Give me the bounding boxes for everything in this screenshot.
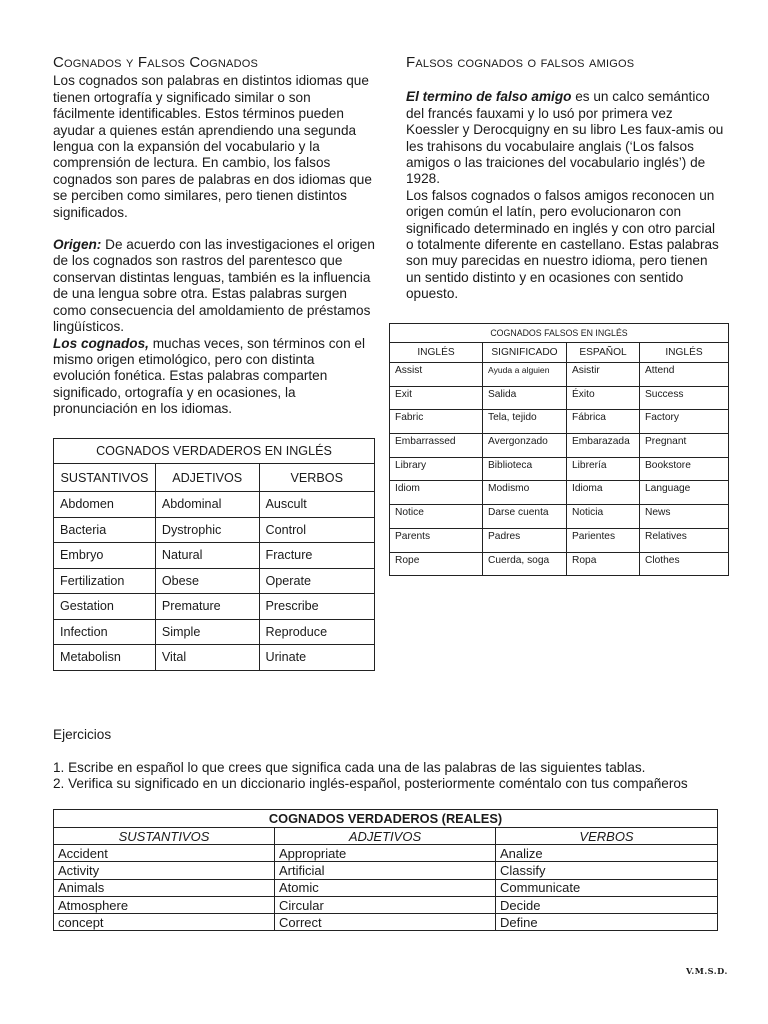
- table-cell: Éxito: [567, 386, 640, 410]
- table-cell: Fábrica: [567, 410, 640, 434]
- table-cell: Bookstore: [640, 457, 729, 481]
- author-signature: V.M.S.D.: [686, 966, 728, 976]
- column-header: INGLÉS: [640, 343, 729, 363]
- table-cell: Tela, tejido: [483, 410, 567, 434]
- table-cell: Salida: [483, 386, 567, 410]
- table-row: [390, 457, 729, 481]
- table-cell: Classify: [496, 862, 718, 879]
- table-cell: Atmosphere: [54, 896, 275, 913]
- table-row: [54, 594, 375, 620]
- table-cell: News: [640, 505, 729, 529]
- cognados-label: Los cognados,: [53, 335, 149, 351]
- table-cell: Noticia: [567, 505, 640, 529]
- table-cell: Prescribe: [259, 594, 375, 620]
- table-cell: Notice: [390, 505, 483, 529]
- table-cell: Correct: [275, 914, 496, 931]
- exercise-item: 2. Verifica su significado en un diccionario inglés-español, posteriormente coméntalo con tus compañeros: [53, 776, 688, 791]
- table-cell: Librería: [567, 457, 640, 481]
- table-title: COGNADOS VERDADEROS (REALES): [54, 810, 718, 828]
- right-column: [406, 55, 724, 303]
- table-cell: Activity: [54, 862, 275, 879]
- table-cell: Darse cuenta: [483, 505, 567, 529]
- table-cell: Fertilization: [54, 568, 156, 594]
- table-cell: Library: [390, 457, 483, 481]
- table-cell: Abdomen: [54, 492, 156, 518]
- table-cell: concept: [54, 914, 275, 931]
- table-cell: Ayuda a alguien: [483, 363, 567, 387]
- table-cell: Urinate: [259, 645, 375, 671]
- table-cell: Pregnant: [640, 434, 729, 458]
- table-cell: Obese: [155, 568, 259, 594]
- table-cell: Circular: [275, 896, 496, 913]
- table-cell: Infection: [54, 619, 156, 645]
- table-row: [54, 619, 375, 645]
- table-cell: Embarrassed: [390, 434, 483, 458]
- exercise-item: 1. Escribe en español lo que crees que significa cada una de las palabras de las siguientes tablas.: [53, 759, 646, 775]
- table-cell: Embryo: [54, 543, 156, 569]
- column-header: ADJETIVOS: [275, 828, 496, 845]
- table-cell: Artificial: [275, 862, 496, 879]
- origen-text: De acuerdo con las investigaciones el origen de los cognados son rastros del parentesco que conservan distintas lenguas, también es la influencia de una lengua sobre otra. Estas palabras surgen como consecuencia del amoldamiento de préstamos lingüísticos.: [53, 237, 375, 335]
- table-cell: Auscult: [259, 492, 375, 518]
- table-cell: Rope: [390, 552, 483, 576]
- table-cell: Operate: [259, 568, 375, 594]
- table-row: [54, 543, 375, 569]
- table-cell: Cuerda, soga: [483, 552, 567, 576]
- table-cell: Metabolisn: [54, 645, 156, 671]
- table-cell: Gestation: [54, 594, 156, 620]
- falsos-cognados-paragraph: Los falsos cognados o falsos amigos reconocen un origen común el latín, pero evolucionaron con significado determinado en inglés y con otro parcial o totalmente diferente en castellano. Estas palabras son muy parecidas en nuestro idioma, pero tienen un sentido distinto y en ocasiones con sentido opuesto.: [406, 187, 719, 302]
- origen-label: Origen:: [53, 237, 102, 253]
- table-cell: Appropriate: [275, 845, 496, 862]
- table-cell: Exit: [390, 386, 483, 410]
- table-cell: Atomic: [275, 879, 496, 896]
- table-cell: Embarazada: [567, 434, 640, 458]
- table-cell: Clothes: [640, 552, 729, 576]
- column-header: ESPAÑOL: [567, 343, 640, 363]
- section-title-falsos: Falsos cognados o falsos amigos: [406, 54, 635, 71]
- table-cell: Analize: [496, 845, 718, 862]
- table-cell: Abdominal: [155, 492, 259, 518]
- table-cell: Communicate: [496, 879, 718, 896]
- table-row: [54, 879, 718, 896]
- table-row: [390, 363, 729, 387]
- table-cell: Padres: [483, 528, 567, 552]
- table-title: COGNADOS FALSOS EN INGLÉS: [390, 324, 729, 343]
- table-cell: Idioma: [567, 481, 640, 505]
- table-cell: Asistir: [567, 363, 640, 387]
- table-cell: Decide: [496, 896, 718, 913]
- intro-paragraph: Los cognados son palabras en distintos idiomas que tienen ortografía y significado similar o son fácilmente identificables. Estos términos pueden ayudar a quienes están aprendiendo una segunda lengua con la expansión del vocabulario y la comprensión de lectura. En cambio, los falsos cognados son pares de palabras en dos idiomas que se perciben como similares, pero tienen distintos significados.: [53, 73, 372, 220]
- table-cell: Factory: [640, 410, 729, 434]
- table-cell: Natural: [155, 543, 259, 569]
- table-cell: Language: [640, 481, 729, 505]
- table-cell: Dystrophic: [155, 517, 259, 543]
- table-cell: Parientes: [567, 528, 640, 552]
- table-cell: Ropa: [567, 552, 640, 576]
- table-row: [390, 386, 729, 410]
- table-row: [54, 645, 375, 671]
- exercises-section: [53, 727, 733, 793]
- table-cell: Fracture: [259, 543, 375, 569]
- section-title-cognados: Cognados y Falsos Cognados: [53, 54, 259, 71]
- column-header: VERBOS: [259, 464, 375, 492]
- table-row: [390, 528, 729, 552]
- table-cell: Biblioteca: [483, 457, 567, 481]
- table-cell: Attend: [640, 363, 729, 387]
- column-header: SUSTANTIVOS: [54, 828, 275, 845]
- table-cell: Control: [259, 517, 375, 543]
- left-column: [53, 55, 375, 418]
- table-cell: Success: [640, 386, 729, 410]
- table-cell: Assist: [390, 363, 483, 387]
- table-cell: Vital: [155, 645, 259, 671]
- table-cell: Simple: [155, 619, 259, 645]
- table-cell: Bacteria: [54, 517, 156, 543]
- table-row: [54, 517, 375, 543]
- table-cell: Define: [496, 914, 718, 931]
- falso-amigo-paragraph: [406, 89, 724, 187]
- table-cell: Modismo: [483, 481, 567, 505]
- table-row: [54, 862, 718, 879]
- table-row: [54, 492, 375, 518]
- table-row: [54, 845, 718, 862]
- table-row: [390, 505, 729, 529]
- table-row: [390, 434, 729, 458]
- table-cell: Accident: [54, 845, 275, 862]
- table-title: COGNADOS VERDADEROS EN INGLÉS: [54, 439, 375, 464]
- column-header: SIGNIFICADO: [483, 343, 567, 363]
- table-cell: Fabric: [390, 410, 483, 434]
- table-row: [54, 568, 375, 594]
- table-cell: Parents: [390, 528, 483, 552]
- table-row: [390, 410, 729, 434]
- table-row: [54, 914, 718, 931]
- true-cognates-table: [53, 438, 375, 671]
- exercises-title: Ejercicios: [53, 727, 112, 742]
- table-cell: Animals: [54, 879, 275, 896]
- table-cell: Relatives: [640, 528, 729, 552]
- false-cognates-table: [389, 323, 729, 576]
- origen-paragraph: [53, 237, 375, 335]
- table-cell: Avergonzado: [483, 434, 567, 458]
- cognados-text: muchas veces, son términos con el mismo origen etimológico, pero con distinta evolución fonética. Estas palabras comparten significado, ortografía y en ocasiones, la pronunciación en los idiomas.: [53, 335, 366, 417]
- cognados-paragraph: [53, 336, 375, 418]
- column-header: ADJETIVOS: [155, 464, 259, 492]
- table-row: [390, 481, 729, 505]
- table-row: [390, 552, 729, 576]
- table-cell: Idiom: [390, 481, 483, 505]
- table-cell: Premature: [155, 594, 259, 620]
- column-header: VERBOS: [496, 828, 718, 845]
- table-row: [54, 896, 718, 913]
- column-header: SUSTANTIVOS: [54, 464, 156, 492]
- column-header: INGLÉS: [390, 343, 483, 363]
- table-cell: Reproduce: [259, 619, 375, 645]
- real-cognates-table: [53, 809, 718, 931]
- falso-amigo-text: es un calco semántico del francés fauxami y lo usó por primera vez Koessler y Derocquigny en su libro Les faux-amis ou les trahisons du vocabulaire anglais (‘Los falsos amigos o las traiciones del vocabulario inglés’) de 1928.: [406, 89, 724, 187]
- falso-amigo-label: El termino de falso amigo: [406, 89, 572, 105]
